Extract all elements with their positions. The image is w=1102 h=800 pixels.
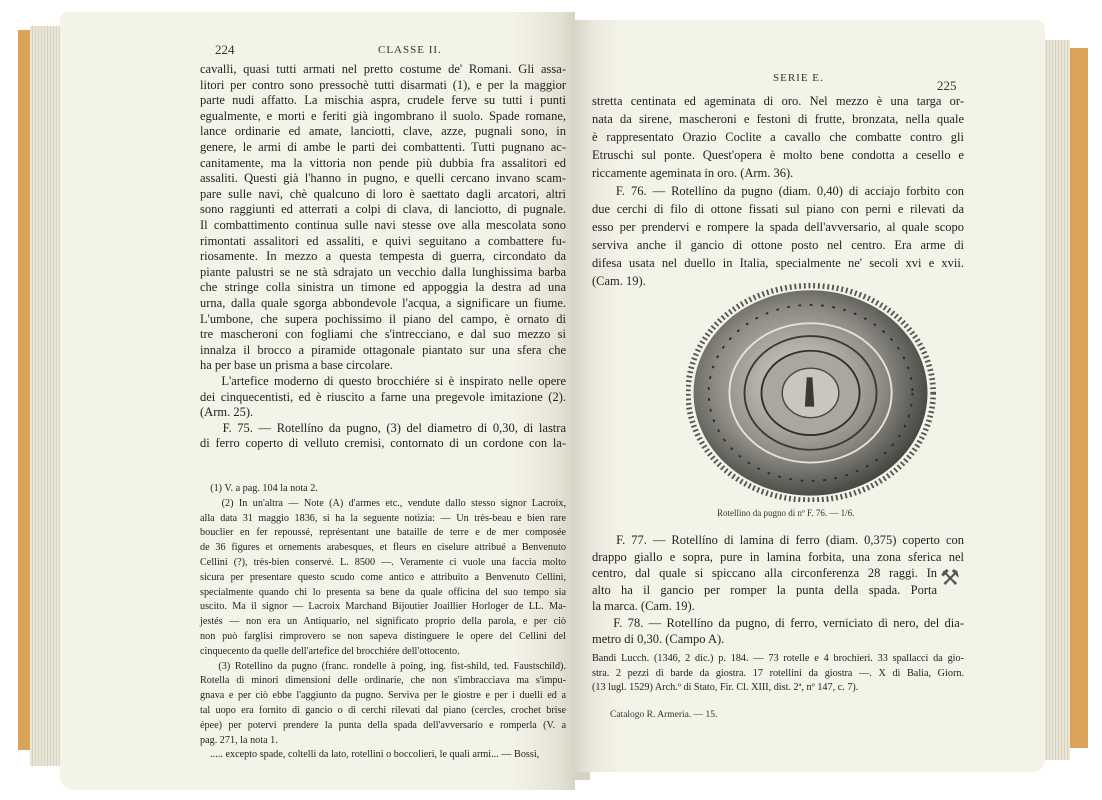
text-line: stretta centinata ed ageminata di oro. Nel mezzo è una targa or- — [592, 94, 964, 108]
text-line: alla data 31 maggio 1836, si ha la seguente notizia: — Un très-beau e bien rare — [200, 512, 566, 524]
text-line: centro, dal quale si spiccano alla circonferenza 28 raggi. In — [592, 566, 937, 580]
text-line: Rotella di minori dimensioni delle ordinarie, che non s'imbracciava ma s'impu- — [200, 675, 566, 687]
text-line: non può farglisi rimprovero se non sapeva distinguere le opere del Cellini del — [200, 631, 566, 642]
text-line: urna, dalla quale sgorga abbondevole l'acqua, a significare un fiume. — [200, 296, 566, 310]
text-line: metro di 0,30. (Campo A). — [592, 632, 725, 646]
text-line: drappo giallo e sopra, pure in lamina forbita, una zona sferica nel — [592, 549, 964, 564]
text-line: tre mascheroni con fogliami che s'intrecciano, e dal suo mezzo si — [200, 327, 566, 342]
text-line: di ferro coperto di velluto cremisi, contornato di un cordone con la- — [200, 436, 566, 451]
text-line: difesa usata nel duello in Italia, specialmente ne' secoli xvi e xvii. — [592, 256, 964, 270]
text-line: (Arm. 25). — [200, 405, 254, 420]
text-line: dei cinquecentisti, ed è riuscito a farne una pregevole imitazione (2). — [200, 389, 566, 404]
text-line: lance ordinarie ed amate, lanciotti, clave, azze, pugnali sono, in — [200, 124, 566, 139]
text-line: Etruschi sul ponte. Quest'opera è molto bene condotta a cesello e — [592, 148, 964, 162]
text-line: tal uopo era fornito di gancio o di cerchi rilevati dal piano (cercles, crochet brise — [200, 705, 566, 716]
text-line: ha per base un prisma a base circolare. — [200, 358, 393, 373]
left-running-head: CLASSE II. — [378, 44, 442, 56]
text-line: F. 75. — Rotellíno da pugno, (3) del diametro di 0,30, di lastra — [200, 420, 566, 435]
text-line: stra. 2 pezzi di barde da giostra. 17 rotellini da giostra —. X di Balia, Giorn. — [592, 667, 964, 679]
text-line: cavalli, quasi tutti armati nel pretto costume de' Romani. Gli assa- — [200, 62, 566, 76]
text-line: pare sulle navi, chè qualcuno di loro è saettato dagli arcatori, altri — [200, 186, 566, 201]
text-line: alto ha il gancio per romper la punta della spada. Porta — [592, 582, 937, 597]
text-line: genere, le armi di ambe le parti dei combattenti. Tutti pugnano ac- — [200, 140, 566, 154]
text-line: cinquecento da quelle dell'artefice del brocchiére dell'ottocento. — [200, 645, 460, 657]
text-line: serviva anche il gancio di ottone posto nel centro. Era arme di — [592, 238, 964, 252]
right-running-head: SERIE E. — [773, 72, 824, 84]
text-line: uscito. Ma il signor — Lacroix Marchand Bijoutier Joaillier Horloger de LL. Ma- — [200, 601, 566, 613]
text-line: la marca. (Cam. 19). — [592, 599, 695, 613]
left-page — [60, 12, 575, 790]
text-line: (Cam. 19). — [592, 274, 646, 288]
text-line: ..... excepto spade, coltelli da lato, rotellini o boccolieri, le quali armi... — Bossi, — [200, 749, 540, 761]
text-line: esso per prendervi e rompere la spada dell'avversario, al quale scopo — [592, 220, 964, 234]
text-line: egualmente, e morti e feriti già ingombrano il suolo. Spade romane, — [200, 108, 566, 123]
text-line: gnava e per ciò ebbe l'aggiunto da pugno. Serviva per le giostre e per i duelli ed a — [200, 690, 566, 702]
text-line: F. 78. — Rotellíno da pugno, di ferro, verniciato di nero, del dia- — [592, 615, 964, 630]
text-line: (2) In un'altra — Note (A) d'armes etc., vendute dallo stesso signor Lacroix, — [200, 497, 566, 509]
text-line: sicura per presentare questo scudo come antico e attribuito a Benvenuto Cellini, — [200, 571, 566, 583]
text-line: nata da sirene, mascheroni e festoni di frutte, bronzata, nella quale — [592, 112, 964, 126]
shield-illustration — [686, 282, 936, 502]
text-line: rimontati assalitori ed assaliti, e quivi seguitano a combattere fu- — [200, 233, 566, 248]
text-line: piante palustri se ne stà sdrajato un vecchio dalla lunghissima barba — [200, 264, 566, 279]
text-line: specialmente quando chi lo presenta sa bene da quale officina del suo tempo sia — [200, 586, 566, 598]
text-line: litori per contro sono pressochè tutti disarmati (1), e per la maggior — [200, 77, 566, 92]
text-line: F. 77. — Rotellíno di lamina di ferro (diam. 0,375) coperto con — [592, 533, 964, 547]
text-line: che stringe colla sinistra un timone ed appoggia la destra ad una — [200, 280, 566, 295]
text-line: jestés — non era un Antiquario, nel significato proprio della parola, e per ciò — [200, 616, 566, 628]
right-page-number: 225 — [937, 78, 957, 93]
left-page-number: 224 — [215, 42, 235, 57]
text-line: L'umbone, che supera pochissimo il piano del campo, è ornato di — [200, 311, 566, 326]
text-line: Cellini (?), très-bien conservé. L. 8500 —. Veramente ci vuole una faccia molto — [200, 557, 566, 568]
text-line: parte nudi affatto. La mischia aspra, crudele ferve su tutti i punti — [200, 93, 566, 108]
text-line: L'artefice moderno di questo brocchiére si è inspirato nelle opere — [200, 374, 566, 388]
text-line: due cerchi di filo di ottone fissati sul piano con perni e rilevati da — [592, 202, 964, 216]
figure-caption: Rotellino da pugno di nº F. 76. — 1/6. — [717, 508, 855, 518]
text-line: pag. 271, la nota 1. — [200, 734, 278, 746]
text-line: F. 76. — Rotellíno da pugno (diam. 0,40) di acciajo forbito con — [592, 184, 964, 198]
text-line: de 36 figures et ornements arabesques, et fleurs en ciselure attribué a Benvenuto — [200, 542, 566, 554]
text-line: (3) Rotellino da pugno (franc. rondelle à poing, ing. fist-shild, ted. Faustschild). — [200, 660, 566, 672]
text-line: riccamente ageminata in oro. (Arm. 36). — [592, 166, 794, 180]
text-line: è rappresentato Orazio Coclite a cavallo che combatte contro gli — [592, 130, 964, 144]
signature-mark: Catalogo R. Armeria. — 15. — [610, 710, 718, 720]
text-line: innalza il brocco a piramide ottagonale piantato sur una sfera che — [200, 342, 566, 357]
text-line: sono raggiunti ed atterrati a colpi di clava, di lanciotto, di pugnale. — [200, 202, 566, 217]
text-line: épee) per potervi prendere la punta della spada dell'avversario e romperla (V. a — [200, 719, 566, 731]
text-line: (1) V. a pag. 104 la nota 2. — [200, 483, 318, 494]
text-line: riosamente. In mezzo a questa tempesta di guerra, circondato da — [200, 249, 566, 264]
text-line: canitamente, ma la vittoria non pende più dubbia fra assalitori ed — [200, 155, 566, 170]
text-line: (13 lugl. 1529) Arch.º di Stato, Fir. Cl. XIII, dist. 2ª, nº 147, c. 7). — [592, 682, 859, 694]
text-line: Bandi Lucch. (1346, 2 dic.) p. 184. — 73 rotelle e 4 brochieri. 33 spallacci da gio- — [592, 653, 964, 664]
text-line: bouclier en fer repoussé, représentant une bataille de terre e de mer composée — [200, 527, 566, 539]
text-line: Il combattimento continua sulle navi stesse ove alla mescolata sono — [200, 218, 566, 232]
text-line: assaliti. Questi già l'hanno in pugno, e quelli cercano invano scam- — [200, 171, 566, 186]
armourer-mark-icon: ⚒ — [940, 565, 960, 590]
